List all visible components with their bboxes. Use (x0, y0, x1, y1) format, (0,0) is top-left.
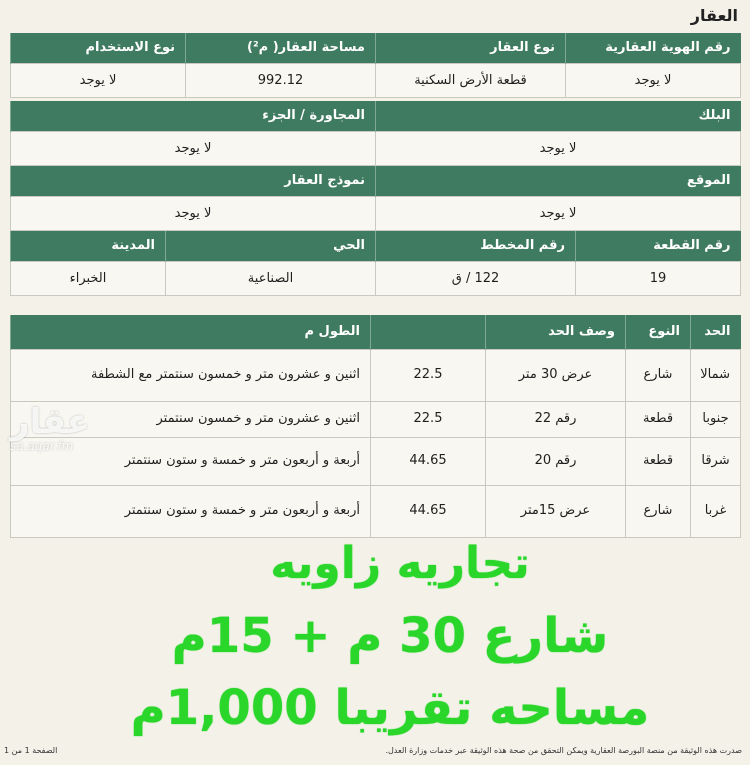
header-boundary-type: النوع (626, 315, 691, 349)
header-location: الموقع (376, 166, 741, 196)
watermark-url: sa.aqar.fm (10, 439, 74, 453)
header-district: الحي (166, 231, 376, 261)
header-plot-number: رقم القطعة (576, 231, 741, 261)
value-plot-number: 19 (576, 261, 741, 295)
table-row (11, 401, 741, 437)
overlay-line-2: شارع 30 م + 15م (171, 608, 609, 664)
table-row (11, 349, 741, 401)
boundary-length-text: أربعة و أربعون متر و خمسة و ستون سنتمتر (11, 437, 371, 485)
table-row (11, 437, 741, 485)
overlay-line-3: مساحه تقريبا 1,000م (130, 680, 650, 736)
property-info-table-4 (10, 231, 741, 296)
boundary-type: قطعة (626, 401, 691, 437)
property-info-table-2 (10, 101, 741, 166)
boundary-direction: غربا (691, 485, 741, 537)
boundary-length-number: 22.5 (371, 401, 486, 437)
boundary-length-text: اثنين و عشرون متر و خمسون سنتمتر (11, 401, 371, 437)
aqar-watermark (10, 402, 91, 453)
boundaries-table (10, 315, 741, 538)
header-property-type: نوع العقار (376, 33, 566, 63)
boundary-length-number: 44.65 (371, 485, 486, 537)
value-usage-type: لا يوجد (11, 63, 186, 97)
boundary-description: رقم 20 (486, 437, 626, 485)
header-boundary-description: وصف الحد (486, 315, 626, 349)
boundary-length-number: 22.5 (371, 349, 486, 401)
overlay-line-1: تجاريه زاويه (270, 538, 530, 589)
boundary-description: عرض 15متر (486, 485, 626, 537)
boundary-description: عرض 30 متر (486, 349, 626, 401)
header-property-model: نموذج العقار (11, 166, 376, 196)
value-property-type: قطعة الأرض السكنية (376, 63, 566, 97)
boundary-length-text: أربعة و أربعون متر و خمسة و ستون سنتمتر (11, 485, 371, 537)
footer-page-number: الصفحة 1 من 1 (4, 746, 58, 755)
table-row (11, 485, 741, 537)
boundary-length-number: 44.65 (371, 437, 486, 485)
boundary-type: شارع (626, 349, 691, 401)
watermark-logo: عقار (10, 402, 91, 442)
boundary-type: قطعة (626, 437, 691, 485)
value-property-area: 992.12 (186, 63, 376, 97)
value-block: لا يوجد (376, 131, 741, 165)
property-info-table-1 (10, 33, 741, 98)
boundary-type: شارع (626, 485, 691, 537)
header-property-area: مساحة العقار( م²) (186, 33, 376, 63)
header-length: الطول م (11, 315, 371, 349)
boundary-length-text: اثنين و عشرون متر و خمسون سنتمتر مع الشطفة (11, 349, 371, 401)
header-boundary: الحد (691, 315, 741, 349)
header-city: المدينة (11, 231, 166, 261)
header-block: البلك (376, 101, 741, 131)
header-usage-type: نوع الاستخدام (11, 33, 186, 63)
header-blank (371, 315, 486, 349)
boundary-direction: شرقا (691, 437, 741, 485)
value-property-id: لا يوجد (566, 63, 741, 97)
boundary-description: رقم 22 (486, 401, 626, 437)
value-city: الخبراء (11, 261, 166, 295)
value-district: الصناعية (166, 261, 376, 295)
boundary-direction: شمالا (691, 349, 741, 401)
value-neighborhood-part: لا يوجد (11, 131, 376, 165)
value-property-model: لا يوجد (11, 196, 376, 230)
header-plan-number: رقم المخطط (376, 231, 576, 261)
boundary-direction: جنوبا (691, 401, 741, 437)
header-neighborhood-part: المجاورة / الجزء (11, 101, 376, 131)
value-plan-number: 122 / ق (376, 261, 576, 295)
footer-notice: صدرت هذه الوثيقة من منصة البورصة العقارية ويمكن التحقق من صحة هذه الوثيقة عبر خدمات وزارة العدل. (385, 746, 742, 755)
property-info-table-3 (10, 166, 741, 231)
header-property-id: رقم الهوية العقارية (566, 33, 741, 63)
value-location: لا يوجد (376, 196, 741, 230)
section-title: العقار (690, 6, 738, 25)
